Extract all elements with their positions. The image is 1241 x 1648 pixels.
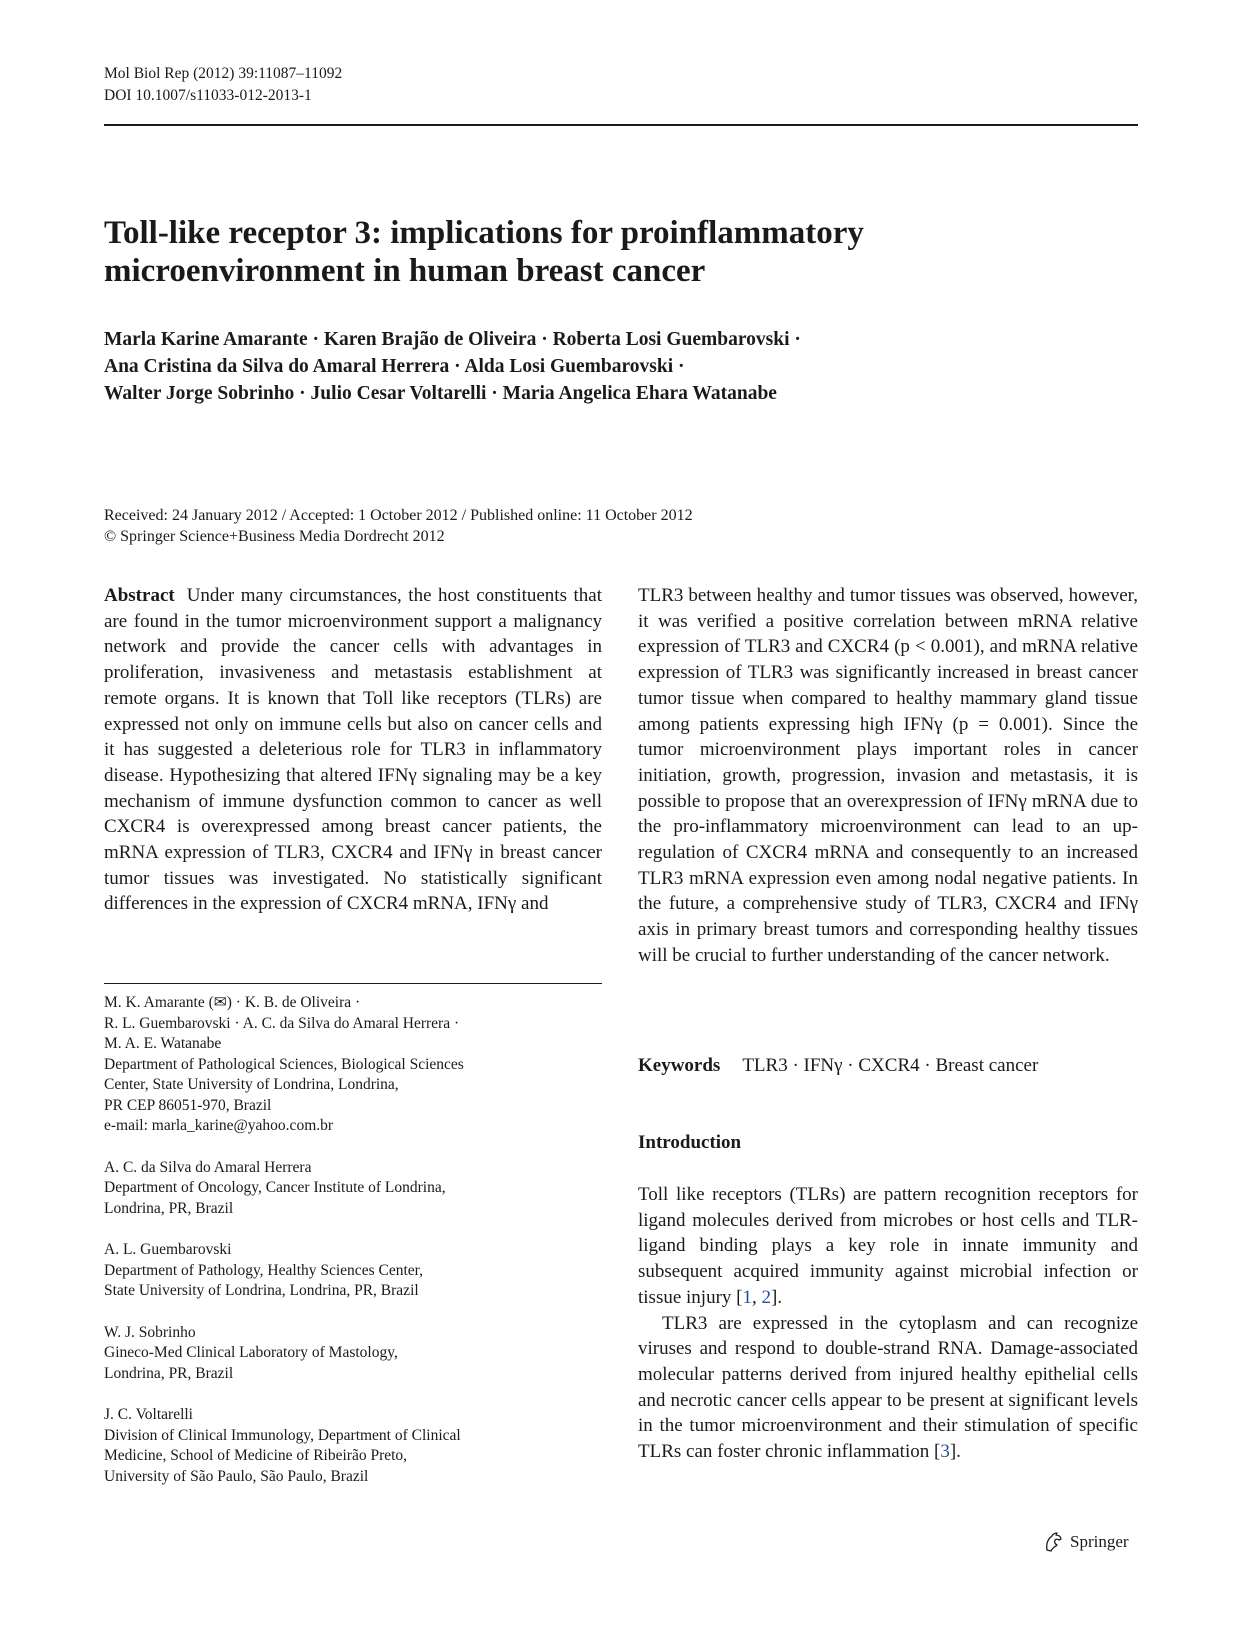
affiliation-line: A. L. Guembarovski bbox=[104, 1241, 232, 1258]
citation-close-2: ]. bbox=[949, 1441, 961, 1463]
affiliation-line: R. L. Guembarovski · A. C. da Silva do Amaral Herrera · bbox=[104, 1014, 460, 1032]
intro-p1-text: Toll like receptors (TLRs) are pattern recognition receptors for ligand molecules derived from microbes or host cells and TLR-ligand binding plays a key role in innate immunity and subsequent acquired immunity against microbial infection or tissue injury [ bbox=[638, 1184, 1138, 1308]
affiliation-line: Division of Clinical Immunology, Department of Clinical bbox=[104, 1426, 461, 1444]
affiliation-line: Londrina, PR, Brazil bbox=[104, 1364, 234, 1382]
keywords bbox=[638, 1053, 1038, 1079]
affiliation-line: PR CEP 86051-970, Brazil bbox=[104, 1096, 272, 1114]
affiliation-line: Department of Pathological Sciences, Biological Sciences bbox=[104, 1055, 464, 1073]
intro-paragraph-2 bbox=[638, 1311, 1138, 1465]
intro-p2-text: TLR3 are expressed in the cytoplasm and can recognize viruses and respond to double-strand RNA. Damage-associated molecular patterns derived from injured healthy epithelial cells and necrotic cancer cells appear to be present at significant levels in the tumor microenvironment and their stimulation of specific TLRs can foster chronic inflammation [ bbox=[638, 1312, 1138, 1463]
citation-2[interactable]: 2 bbox=[761, 1286, 771, 1308]
affiliation-line: M. K. Amarante (✉) · K. B. de Oliveira · bbox=[104, 994, 361, 1011]
introduction-heading: Introduction bbox=[638, 1132, 742, 1153]
author-list bbox=[104, 326, 801, 407]
affiliation-block bbox=[104, 1323, 624, 1385]
publication-dates bbox=[104, 505, 693, 547]
publisher-name: Springer bbox=[1070, 1532, 1129, 1551]
affiliation-line: Medicine, School of Medicine of Ribeirão Preto, bbox=[104, 1447, 408, 1464]
citation-separator: , bbox=[752, 1286, 762, 1308]
affiliation-line: e-mail: marla_karine@yahoo.com.br bbox=[104, 1117, 334, 1134]
authors-line-2: Ana Cristina da Silva do Amaral Herrera · Alda Losi Guembarovski · bbox=[104, 356, 685, 377]
affiliations bbox=[104, 993, 624, 1508]
introduction-body bbox=[638, 1182, 1138, 1465]
affiliation-block bbox=[104, 1240, 624, 1302]
journal-header bbox=[104, 63, 342, 107]
abstract-text-right: TLR3 between healthy and tumor tissues was observed, however, it was verified a positive correlation between mRNA relative expression of TLR3 and CXCR4 (p < 0.001), and mRNA relative expression of TLR3 was significantly increased in breast cancer tumor tissue when compared to healthy mammary gland tissue among patients expressing high IFNγ (p = 0.001). Since the tumor microenvironment plays important roles in cancer initiation, growth, progression, invasion and metastasis, it is possible to propose that an overexpression of IFNγ mRNA due to the pro-inflammatory microenvironment can lead to an up-regulation of CXCR4 mRNA and consequently to an increased TLR3 mRNA expression even among nodal negative patients. In the future, a comprehensive study of TLR3, CXCR4 and IFNγ axis in primary breast tumors and corresponding healthy tissues will be crucial to further understanding of the cancer network. bbox=[638, 585, 1138, 966]
affiliation-block bbox=[104, 1158, 624, 1220]
title-line-1: Toll-like receptor 3: implications for proinflammatory bbox=[104, 215, 864, 251]
affiliation-line: Department of Oncology, Cancer Institute of Londrina, bbox=[104, 1179, 446, 1196]
journal-citation: Mol Biol Rep (2012) 39:11087–11092 bbox=[104, 65, 343, 82]
doi[interactable]: DOI 10.1007/s11033-012-2013-1 bbox=[104, 87, 312, 104]
citation-close: ]. bbox=[771, 1286, 783, 1308]
title-line-2: microenvironment in human breast cancer bbox=[104, 253, 706, 289]
intro-paragraph-1 bbox=[638, 1182, 1138, 1311]
keywords-label: Keywords bbox=[638, 1055, 721, 1076]
affiliation-line: University of São Paulo, São Paulo, Brazil bbox=[104, 1467, 369, 1485]
footnote-rule bbox=[104, 983, 602, 984]
affiliation-line: State University of Londrina, Londrina, PR, Brazil bbox=[104, 1282, 419, 1299]
affiliation-block bbox=[104, 993, 624, 1137]
authors-line-1: Marla Karine Amarante · Karen Brajão de Oliveira · Roberta Losi Guembarovski · bbox=[104, 329, 801, 350]
affiliation-line: M. A. E. Watanabe bbox=[104, 1035, 222, 1052]
abstract-text-left: Under many circumstances, the host constituents that are found in the tumor microenvironment support a malignancy network and provide the cancer cells with advantages in proliferation, invasiveness and metastasis establishment at remote organs. It is known that Toll like receptors (TLRs) are expressed not only on immune cells but also on cancer cells and it has suggested a deleterious role for TLR3 in inflammatory disease. Hypothesizing that altered IFNγ signaling may be a key mechanism of immune dysfunction common to cancer as well CXCR4 is overexpressed among breast cancer patients, the mRNA expression of TLR3, CXCR4 and IFNγ in breast cancer tumor tissues was investigated. No statistically significant differences in the expression of CXCR4 mRNA, IFNγ and bbox=[104, 585, 602, 915]
affiliation-line: Department of Pathology, Healthy Sciences Center, bbox=[104, 1261, 424, 1279]
affiliation-block bbox=[104, 1405, 624, 1487]
citation-1[interactable]: 1 bbox=[742, 1286, 752, 1308]
affiliation-line: A. C. da Silva do Amaral Herrera bbox=[104, 1158, 312, 1176]
history-dates: Received: 24 January 2012 / Accepted: 1 October 2012 / Published online: 11 October 2012 bbox=[104, 507, 693, 524]
keywords-text: TLR3 · IFNγ · CXCR4 · Breast cancer bbox=[742, 1055, 1039, 1076]
article-title bbox=[104, 214, 1104, 290]
affiliation-line: Gineco-Med Clinical Laboratory of Mastology, bbox=[104, 1344, 398, 1361]
abstract-right-column bbox=[638, 583, 1138, 969]
springer-horse-icon bbox=[1042, 1530, 1066, 1554]
affiliation-line: W. J. Sobrinho bbox=[104, 1323, 196, 1341]
header-rule bbox=[104, 124, 1138, 126]
authors-line-3: Walter Jorge Sobrinho · Julio Cesar Voltarelli · Maria Angelica Ehara Watanabe bbox=[104, 383, 777, 404]
publisher-logo bbox=[1042, 1530, 1129, 1554]
affiliation-line: Londrina, PR, Brazil bbox=[104, 1199, 234, 1217]
affiliation-line: Center, State University of Londrina, Londrina, bbox=[104, 1076, 399, 1093]
abstract-left-column bbox=[104, 583, 602, 917]
affiliation-line: J. C. Voltarelli bbox=[104, 1406, 193, 1423]
copyright: © Springer Science+Business Media Dordrecht 2012 bbox=[104, 528, 445, 545]
citation-3[interactable]: 3 bbox=[940, 1441, 950, 1463]
abstract-label: Abstract bbox=[104, 585, 175, 606]
